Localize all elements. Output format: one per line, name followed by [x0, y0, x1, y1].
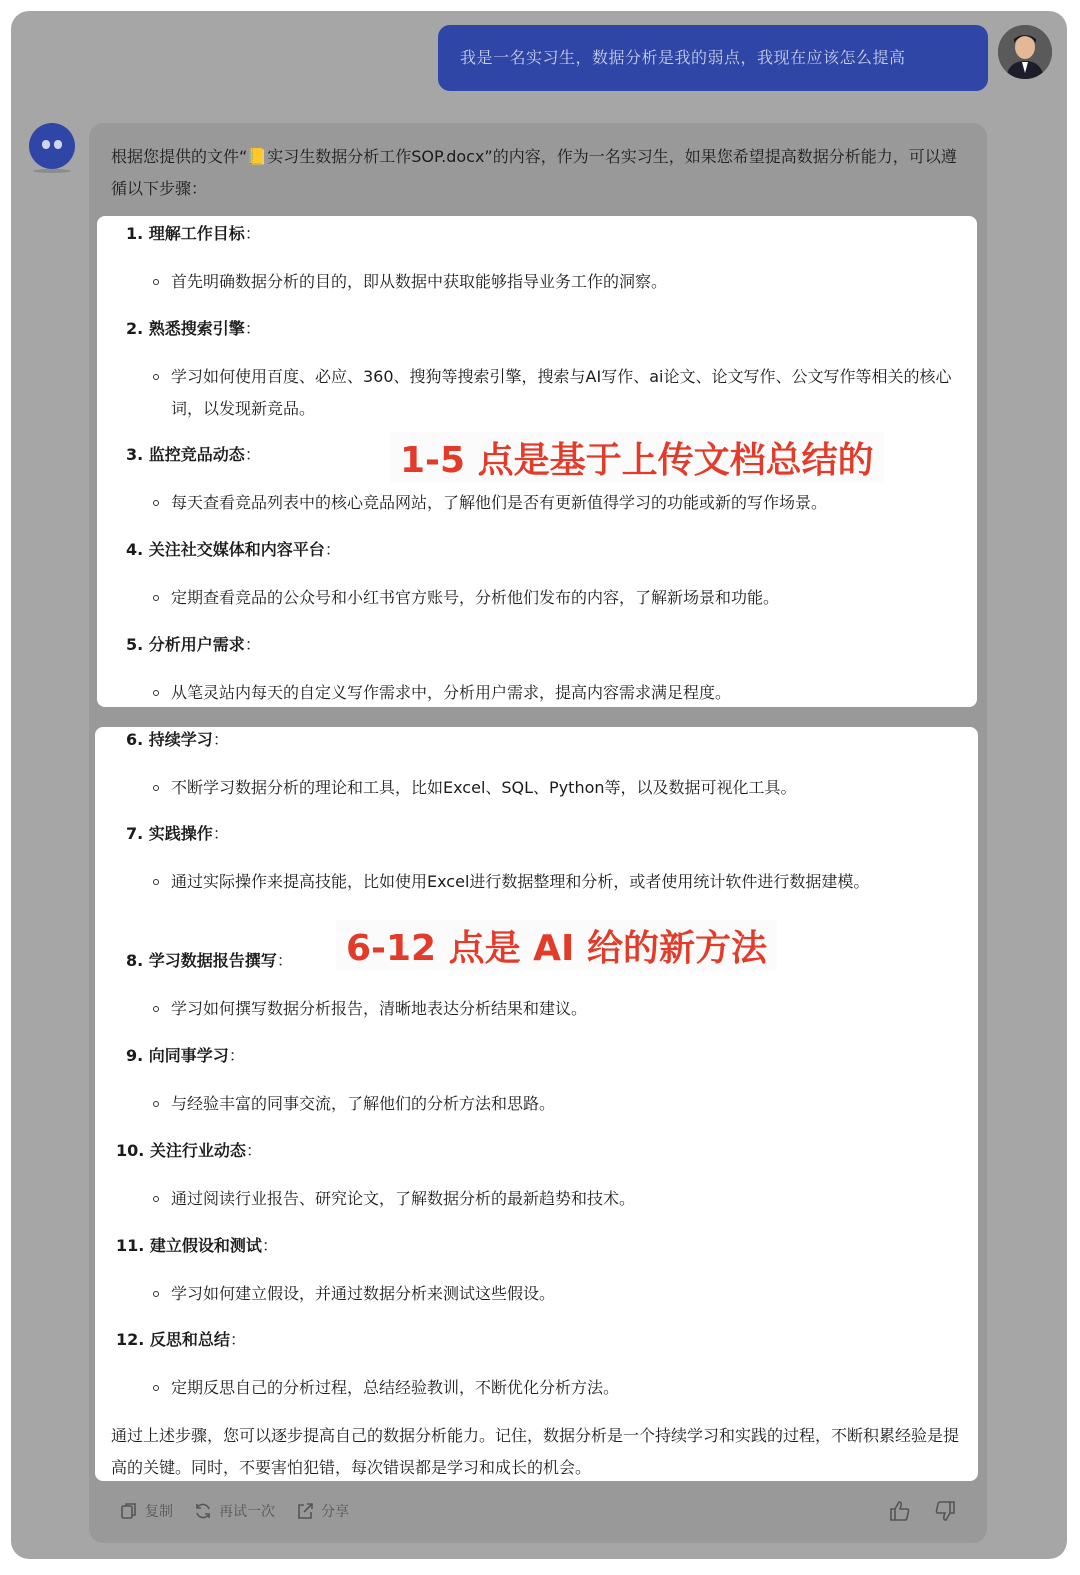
step-title-text: 关注行业动态 [149, 1141, 246, 1160]
answer-conclusion: 通过上述步骤，您可以逐步提高自己的数据分析能力。记住，数据分析是一个持续学习和实践的过程，不断积累经验是提高的关键。同时，不要害怕犯错，每次错误都是学习和成长的机会。 [111, 1426, 960, 1477]
step-number: 10. [116, 1141, 145, 1160]
step-title-text: 建立假设和测试 [149, 1236, 262, 1255]
step-number: 11. [116, 1236, 145, 1255]
step-title-text: 向同事学习 [148, 1046, 229, 1065]
thumbs-down-icon[interactable] [933, 1499, 957, 1523]
step-title: 4. 关注社交媒体和内容平台： [126, 540, 341, 559]
copy-icon [119, 1501, 139, 1521]
refresh-icon [193, 1501, 213, 1521]
step-title-text: 持续学习 [148, 730, 213, 749]
step-title: 9. 向同事学习： [126, 1046, 245, 1065]
bullet-icon [153, 879, 159, 885]
annotation-document-based: 1-5 点是基于上传文档总结的 [390, 432, 884, 483]
share-icon [295, 1501, 315, 1521]
answer-intro: 根据您提供的文件“📒实习生数据分析工作SOP.docx”的内容，作为一名实习生，如果您希望提高数据分析能力，可以遵循以下步骤： [111, 147, 957, 198]
step-number: 8. [126, 951, 144, 970]
step-title: 2. 熟悉搜索引擎： [126, 319, 261, 338]
bullet-icon [153, 1101, 159, 1107]
step-description: 首先明确数据分析的目的，即从数据中获取能够指导业务工作的洞察。 [171, 272, 668, 291]
share-button[interactable] [295, 1499, 349, 1523]
bullet-icon [153, 279, 159, 285]
step-title-text: 熟悉搜索引擎 [148, 319, 245, 338]
step-description: 学习如何使用百度、必应、360、搜狗等搜索引擎，搜索与AI写作、ai论文、论文写作、公文写作等相关的核心词，以发现新竞品。 [171, 367, 952, 418]
step-number: 12. [116, 1330, 145, 1349]
copy-button[interactable] [119, 1499, 173, 1523]
bullet-icon [153, 374, 159, 380]
share-label: 分享 [321, 1504, 349, 1520]
step-description: 每天查看竞品列表中的核心竞品网站，了解他们是否有更新值得学习的功能或新的写作场景。 [171, 493, 828, 512]
step-title-text: 理解工作目标 [148, 224, 245, 243]
step-title-text: 实践操作 [148, 824, 213, 843]
bullet-icon [153, 785, 159, 791]
bullet-icon [153, 1385, 159, 1391]
bullet-icon [153, 500, 159, 506]
user-avatar[interactable] [998, 25, 1052, 79]
user-message-bubble: 我是一名实习生，数据分析是我的弱点，我现在应该怎么提高 [438, 25, 988, 91]
step-description: 从笔灵站内每天的自定义写作需求中，分析用户需求，提高内容需求满足程度。 [171, 683, 732, 702]
answer-actions [119, 1499, 349, 1523]
step-title: 12. 反思和总结： [116, 1330, 246, 1349]
step-title-text: 学习数据报告撰写 [148, 951, 277, 970]
step-title: 11. 建立假设和测试： [116, 1236, 278, 1255]
step-description: 学习如何撰写数据分析报告，清晰地表达分析结果和建议。 [171, 999, 588, 1018]
copy-label: 复制 [145, 1504, 173, 1520]
step-title-text: 反思和总结 [149, 1330, 230, 1349]
step-number: 5. [126, 635, 144, 654]
step-description: 学习如何建立假设，并通过数据分析来测试这些假设。 [171, 1284, 556, 1303]
step-title: 8. 学习数据报告撰写： [126, 951, 293, 970]
step-number: 6. [126, 730, 144, 749]
step-title-text: 监控竞品动态 [148, 445, 245, 464]
step-title: 7. 实践操作： [126, 824, 229, 843]
step-number: 2. [126, 319, 144, 338]
step-description: 定期反思自己的分析过程，总结经验教训，不断优化分析方法。 [171, 1378, 620, 1397]
step-title: 6. 持续学习： [126, 730, 229, 749]
retry-button[interactable] [193, 1499, 275, 1523]
step-description: 与经验丰富的同事交流，了解他们的分析方法和思路。 [171, 1094, 556, 1113]
bullet-icon [153, 595, 159, 601]
annotation-ai-methods: 6-12 点是 AI 给的新方法 [336, 920, 777, 971]
step-description: 不断学习数据分析的理论和工具，比如Excel、SQL、Python等，以及数据可视化工具。 [171, 778, 797, 797]
assistant-avatar-shadow [33, 169, 71, 173]
step-number: 7. [126, 824, 144, 843]
step-title: 10. 关注行业动态： [116, 1141, 262, 1160]
bullet-icon [153, 1291, 159, 1297]
step-number: 4. [126, 540, 144, 559]
step-title-text: 关注社交媒体和内容平台 [148, 540, 325, 559]
step-description: 通过实际操作来提高技能，比如使用Excel进行数据整理和分析，或者使用统计软件进行数据建模。 [171, 872, 870, 891]
assistant-avatar-icon [29, 123, 75, 169]
step-description: 定期查看竞品的公众号和小红书官方账号，分析他们发布的内容，了解新场景和功能。 [171, 588, 780, 607]
bullet-icon [153, 1196, 159, 1202]
step-number: 3. [126, 445, 144, 464]
bullet-icon [153, 690, 159, 696]
step-title: 5. 分析用户需求： [126, 635, 261, 654]
step-title: 1. 理解工作目标： [126, 224, 261, 243]
step-title-text: 分析用户需求 [148, 635, 245, 654]
bullet-icon [153, 1006, 159, 1012]
step-title: 3. 监控竞品动态： [126, 445, 261, 464]
retry-label: 再试一次 [219, 1504, 275, 1520]
step-number: 1. [126, 224, 144, 243]
step-description: 通过阅读行业报告、研究论文，了解数据分析的最新趋势和技术。 [171, 1189, 636, 1208]
thumbs-up-icon[interactable] [888, 1499, 912, 1523]
step-number: 9. [126, 1046, 144, 1065]
